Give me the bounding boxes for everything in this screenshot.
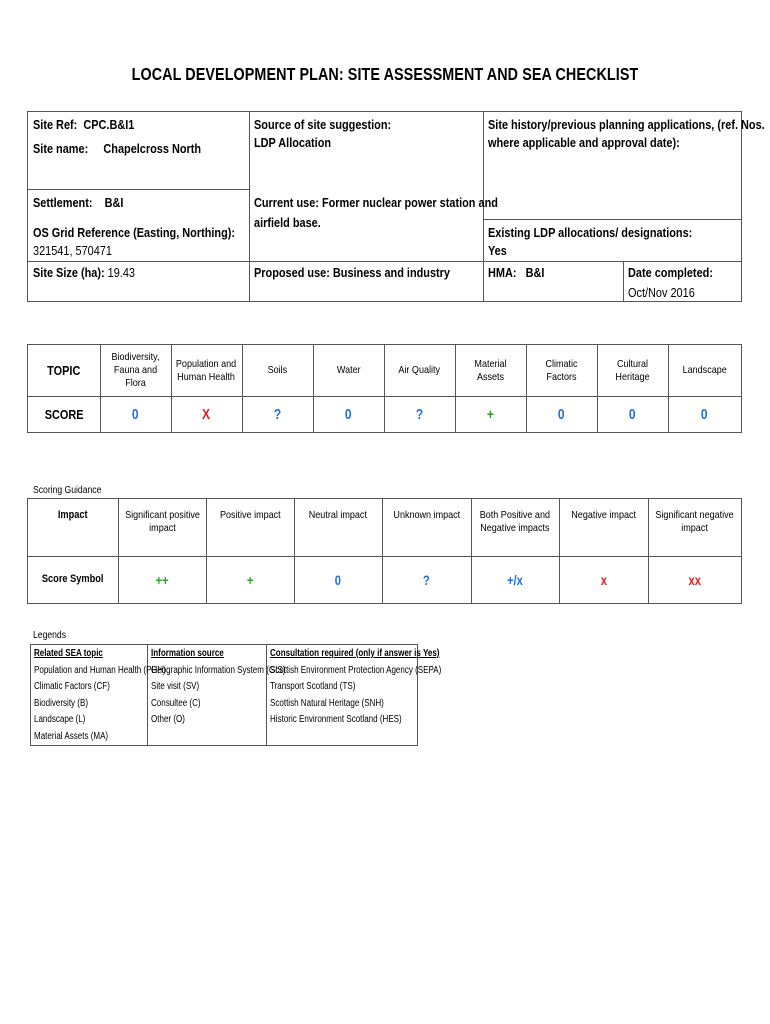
score-label: SCORE (44, 407, 84, 422)
guidance-impact-line1: Significant positive (124, 509, 200, 521)
guidance-impact-line1: Negative impact (571, 509, 636, 521)
legend-item: Scottish Environment Protection Agency (SEPA) (270, 664, 442, 676)
legend-item: Historic Environment Scotland (HES) (270, 714, 402, 726)
source-value: LDP Allocation (254, 135, 332, 150)
topic-score-cell (384, 397, 455, 432)
topic-score: 0 (345, 406, 352, 423)
settlement-value: B&I (104, 195, 124, 210)
topic-score-cell (597, 397, 668, 432)
site-name-value: Chapelcross North (103, 141, 202, 156)
topic-score: 0 (132, 406, 139, 423)
scoring-guidance-table (27, 498, 742, 604)
topic-name-line1: Landscape (682, 364, 727, 376)
legend-item: Material Assets (MA) (34, 730, 109, 742)
guidance-impact (118, 509, 206, 549)
topic-header (384, 345, 455, 396)
guidance-symbol: ++ (155, 572, 169, 588)
score-symbol-label: Score Symbol (42, 573, 104, 585)
guidance-symbol-cell (206, 559, 294, 601)
topic-score: ? (415, 406, 424, 423)
legend-item: Geographic Information System (GIS) (151, 664, 286, 676)
current-use-line2: airfield base. (254, 215, 321, 230)
legend-item: Scottish Natural Heritage (SNH) (270, 697, 384, 709)
grid-ref-value: 321541, 570471 (33, 243, 112, 258)
guidance-impact-line2: Negative impacts (480, 522, 550, 534)
topic-score-cell (100, 397, 171, 432)
site-ref (33, 116, 134, 134)
topic-name-line1: Material Assets (474, 357, 507, 383)
legend-header: Information source (151, 648, 224, 659)
legend-item: Climatic Factors (CF) (34, 681, 110, 693)
guidance-symbol-cell (294, 559, 382, 601)
topic-name-line1: Soils (267, 364, 288, 376)
guidance-impact (382, 509, 471, 549)
topic-score-table (27, 344, 742, 433)
guidance-impact-line1: Significant negative (655, 509, 734, 521)
history-line1: Site history/previous planning applications, (ref. Nos. (488, 117, 765, 132)
date-value: Oct/Nov 2016 (628, 285, 695, 300)
legend-item: Landscape (L) (34, 714, 86, 726)
topic-score-cell (526, 397, 597, 432)
settlement (33, 194, 123, 212)
legend-column (151, 646, 285, 729)
topic-name (602, 358, 663, 384)
topic-label: TOPIC (47, 363, 81, 378)
hma-value: B&I (525, 265, 545, 280)
legend-item: Other (O) (151, 714, 185, 726)
guidance-impact-line1: Positive impact (219, 509, 281, 521)
topic-score-cell (313, 397, 384, 432)
guidance-symbol-cell (382, 559, 471, 601)
topic-header (668, 345, 741, 396)
site-size-value: 19.43 (107, 265, 135, 280)
topic-name (682, 364, 726, 377)
legend-item: Consultee (C) (151, 697, 201, 709)
scoring-guidance-label: Scoring Guidance (33, 485, 102, 496)
topic-name (337, 364, 361, 377)
topic-name (105, 351, 166, 390)
hma-label: HMA: (488, 265, 517, 280)
topic-score: 0 (558, 406, 565, 423)
guidance-impact-text (125, 509, 200, 535)
guidance-impact-line2: impact (681, 522, 708, 534)
site-info-table (27, 111, 765, 302)
guidance-impact-text (571, 509, 636, 522)
legends-table (30, 644, 442, 746)
guidance-symbol: ? (423, 572, 430, 588)
guidance-impact (471, 509, 559, 549)
legend-item: Population and Human Health (PHH) (34, 664, 166, 676)
guidance-symbol: +/x (507, 572, 523, 588)
topic-score-cell (455, 397, 526, 432)
topic-score: + (486, 406, 494, 423)
topic-name-line1: Climatic Factors (545, 357, 578, 383)
guidance-symbol-cell (559, 559, 648, 601)
topic-header (313, 345, 384, 396)
legend-item: Biodiversity (B) (34, 697, 89, 709)
topic-header (171, 345, 242, 396)
site-size (33, 264, 135, 282)
topic-name (176, 358, 236, 384)
date-label: Date completed: (628, 265, 713, 280)
grid-ref-label: OS Grid Reference (Easting, Northing): (33, 225, 236, 240)
site-name-label: Site name: (33, 141, 89, 156)
impact-label: Impact (58, 509, 88, 521)
topic-score: X (202, 406, 211, 423)
guidance-impact-text (309, 509, 367, 522)
topic-name (460, 358, 521, 384)
site-name (33, 140, 201, 158)
topic-header (526, 345, 597, 396)
source-label: Source of site suggestion: (254, 117, 392, 132)
topic-score: 0 (701, 406, 708, 423)
guidance-impact-line1: Neutral impact (308, 509, 368, 521)
topic-header (242, 345, 313, 396)
topic-name-line2: Fauna and Flora (113, 364, 158, 389)
topic-header (100, 345, 171, 396)
guidance-symbol-cell (648, 559, 741, 601)
legend-column (34, 646, 166, 746)
guidance-impact (648, 509, 741, 549)
guidance-impact (559, 509, 648, 549)
guidance-symbol-cell (118, 559, 206, 601)
topic-header (597, 345, 668, 396)
topic-score-cell (242, 397, 313, 432)
legend-header: Consultation required (only if answer is Yes) (270, 648, 440, 659)
legend-item: Site visit (SV) (151, 681, 200, 693)
guidance-impact-line1: Both Positive and (479, 509, 551, 521)
legends-label: Legends (33, 630, 67, 641)
topic-name (531, 358, 592, 384)
guidance-symbol-cell (471, 559, 559, 601)
guidance-impact-line2: impact (148, 522, 176, 534)
history-line2: where applicable and approval date): (488, 135, 680, 150)
settlement-label: Settlement: (33, 195, 93, 210)
guidance-symbol: 0 (334, 572, 342, 588)
topic-name (268, 364, 288, 377)
topic-name-line2: Human Health (177, 370, 236, 383)
page-title: LOCAL DEVELOPMENT PLAN: SITE ASSESSMENT AND SEA CHECKLIST (131, 64, 639, 84)
guidance-impact-text (655, 509, 733, 535)
legend-header: Related SEA topic (34, 648, 103, 659)
guidance-impact-text (393, 509, 460, 522)
topic-score: ? (273, 406, 282, 423)
topic-score-cell (171, 397, 242, 432)
legend-column (270, 646, 441, 729)
guidance-symbol: xx (688, 572, 701, 588)
site-ref-label: Site Ref: (33, 117, 78, 132)
guidance-impact-text (480, 509, 550, 535)
guidance-impact (294, 509, 382, 549)
existing-ldp-label: Existing LDP allocations/ designations: (488, 225, 693, 240)
topic-name (399, 364, 441, 377)
guidance-impact-line1: Unknown impact (393, 509, 460, 521)
topic-header (455, 345, 526, 396)
hma (488, 264, 544, 282)
topic-score: 0 (629, 406, 636, 423)
guidance-symbol: x (600, 572, 607, 588)
guidance-impact (206, 509, 294, 549)
site-ref-value: CPC.B&I1 (83, 117, 135, 132)
proposed-use: Proposed use: Business and industry (254, 265, 450, 280)
site-size-label: Site Size (ha): (33, 265, 105, 280)
topic-name-line1: Air Quality (398, 364, 441, 376)
topic-name-line1: Cultural Heritage (615, 357, 650, 383)
legend-item: Transport Scotland (TS) (270, 681, 356, 693)
topic-name-line1: Water (336, 364, 361, 376)
guidance-impact-text (220, 509, 281, 522)
topic-name-line1: Biodiversity, (111, 351, 160, 363)
topic-name-line1: Population and (176, 357, 237, 370)
guidance-symbol: + (246, 572, 254, 588)
topic-score-cell (668, 397, 741, 432)
current-use-line1: Current use: Former nuclear power station and (254, 195, 498, 210)
existing-ldp-value: Yes (488, 243, 507, 258)
